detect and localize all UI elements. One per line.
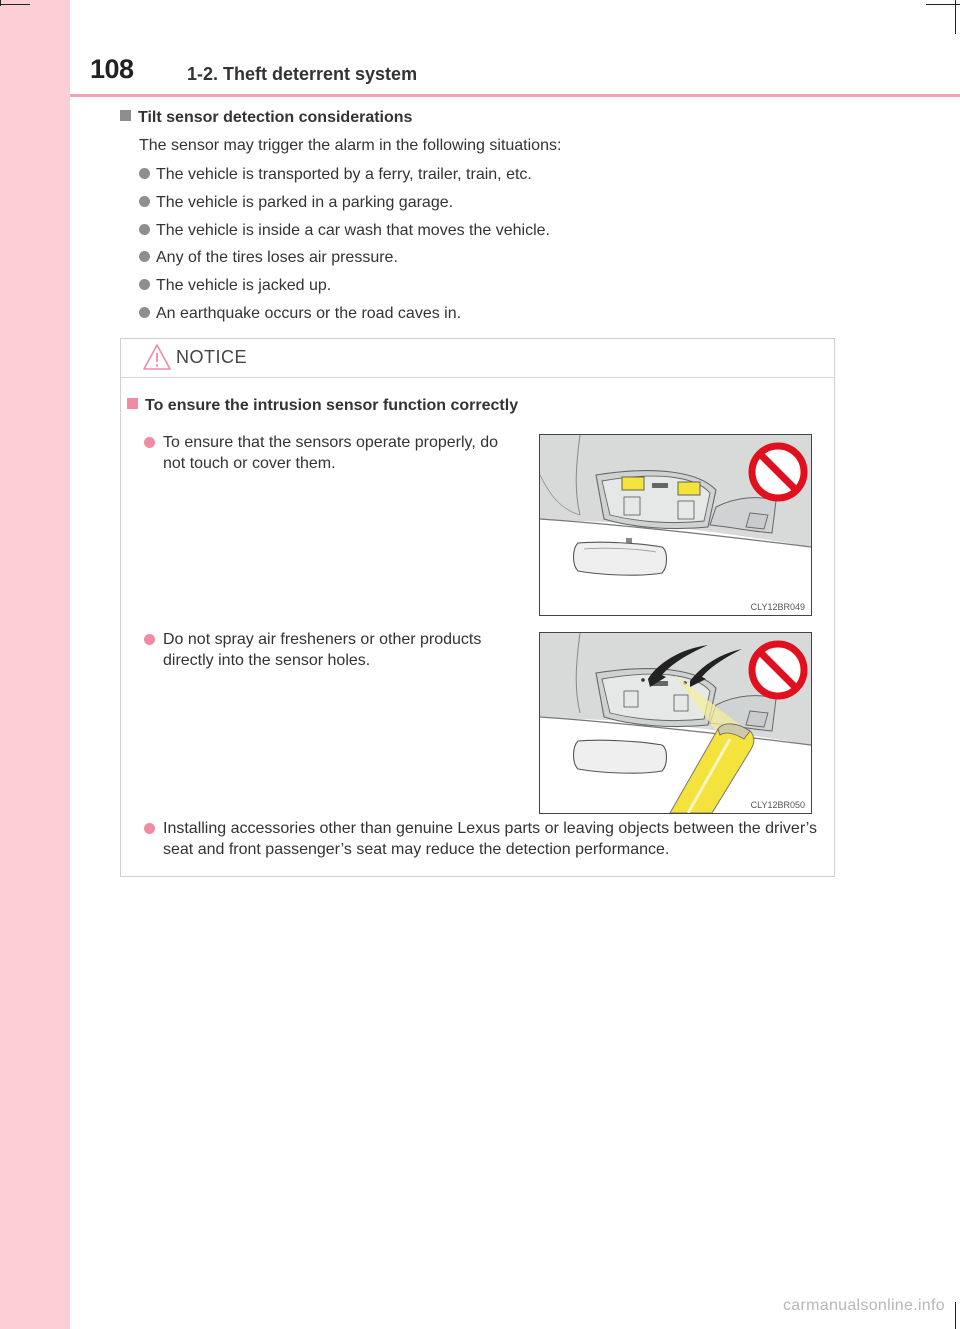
overhead-console-drawing [540, 435, 811, 615]
bullet-icon [139, 307, 150, 318]
list-item [139, 248, 550, 276]
header-rule [70, 94, 960, 97]
side-color-band [0, 0, 70, 1329]
bullet-icon [139, 251, 150, 262]
notice-header [121, 339, 834, 378]
notice-item-text: Do not spray air fresheners or other products directly into the sensor holes. [163, 631, 482, 669]
spray-warning-illustration [539, 632, 812, 814]
list-item [139, 276, 550, 304]
intrusion-sensor-heading [127, 397, 518, 415]
notice-item-text: To ensure that the sensors operate properly, do not touch or cover them. [163, 434, 499, 472]
list-item [139, 193, 550, 221]
crop-mark [0, 0, 1, 6]
bullet-icon [139, 196, 150, 207]
bullet-icon [139, 224, 150, 235]
figure-code: CLY12BR050 [750, 800, 805, 810]
list-item-text: The vehicle is transported by a ferry, trailer, train, etc. [156, 166, 532, 183]
notice-item [144, 629, 524, 671]
tilt-situation-list [139, 165, 550, 332]
section-title: 1-2. Theft deterrent system [187, 64, 418, 84]
list-item-text: The vehicle is inside a car wash that moves the vehicle. [156, 221, 550, 239]
list-item-text: The vehicle is jacked up. [156, 277, 332, 295]
gray-square-marker [120, 110, 131, 121]
notice-box [120, 338, 835, 877]
list-item [139, 165, 550, 193]
pink-bullet-icon [144, 823, 155, 834]
bullet-icon [139, 168, 150, 179]
tilt-sensor-heading [120, 109, 412, 127]
sensor-cover-illustration [539, 434, 812, 616]
spray-into-sensor-drawing [540, 633, 811, 813]
figure-code: CLY12BR049 [750, 602, 805, 612]
crop-mark [0, 4, 30, 5]
list-item-text: An earthquake occurs or the road caves in. [156, 304, 462, 322]
notice-item-text: Installing accessories other than genuine Lexus parts or leaving objects between the driver’s seat and front passenger’s seat may reduce the detection performance. [163, 820, 818, 858]
crop-mark [955, 1302, 956, 1329]
list-item-text: Any of the tires loses air pressure. [156, 249, 398, 267]
tilt-intro-text: The sensor may trigger the alarm in the following situations: [139, 137, 562, 154]
page-header [70, 0, 960, 96]
list-item [139, 304, 550, 332]
notice-item [144, 432, 524, 474]
notice-label: NOTICE [176, 347, 248, 367]
pink-square-marker [127, 398, 138, 409]
notice-item [144, 818, 834, 860]
warning-triangle-icon [142, 343, 172, 371]
pink-bullet-icon [144, 634, 155, 645]
list-item [139, 221, 550, 249]
list-item-text: The vehicle is parked in a parking garage. [156, 193, 454, 211]
footer-watermark: carmanualsonline.info [783, 1297, 945, 1314]
pink-bullet-icon [144, 437, 155, 448]
bullet-icon [139, 279, 150, 290]
intrusion-sensor-heading-text: To ensure the intrusion sensor function correctly [145, 397, 519, 414]
page-number: 108 [90, 54, 134, 84]
tilt-sensor-heading-text: Tilt sensor detection considerations [138, 109, 413, 126]
